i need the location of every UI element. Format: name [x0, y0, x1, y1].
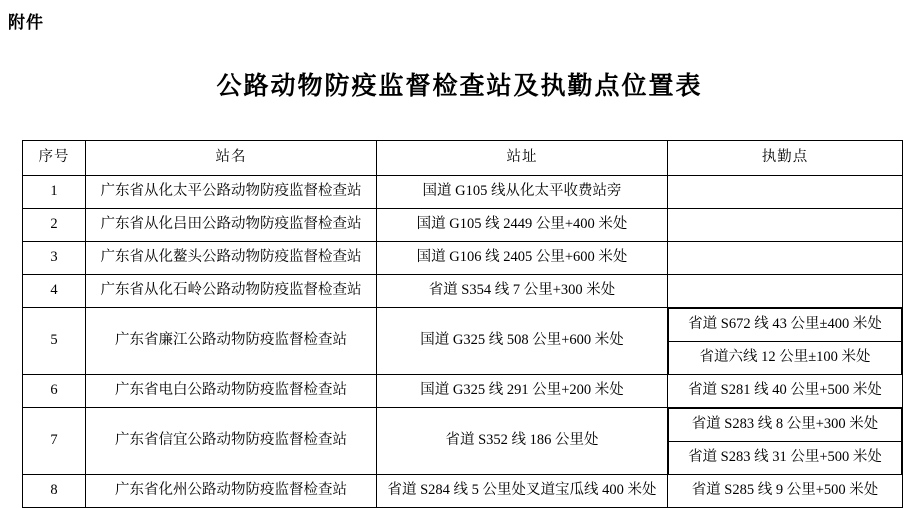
table-row	[23, 475, 903, 508]
table-row	[23, 308, 903, 375]
cell-no: 7	[23, 408, 86, 475]
cell-no: 3	[23, 242, 86, 275]
table-row	[23, 176, 903, 209]
cell-station-address: 国道 G105 线从化太平收费站旁	[377, 176, 668, 209]
cell-station-name: 广东省从化石岭公路动物防疫监督检查站	[86, 275, 377, 308]
cell-station-name: 广东省信宜公路动物防疫监督检查站	[86, 408, 377, 475]
cell-duty-point	[668, 408, 903, 475]
page-title: 公路动物防疫监督检查站及执勤点位置表	[216, 73, 703, 100]
cell-station-name: 广东省化州公路动物防疫监督检查站	[86, 475, 377, 508]
cell-station-name: 广东省电白公路动物防疫监督检查站	[86, 375, 377, 408]
table-header-row	[23, 141, 903, 176]
cell-station-address: 省道 S354 线 7 公里+300 米处	[377, 275, 668, 308]
column-header-station-name: 站名	[86, 141, 377, 176]
location-table-container	[22, 140, 898, 508]
column-header-station-address: 站址	[377, 141, 668, 176]
column-header-no: 序号	[23, 141, 86, 176]
cell-station-address: 国道 G106 线 2405 公里+600 米处	[377, 242, 668, 275]
table-row	[23, 408, 903, 475]
duty-point-entry: 省道 S283 线 8 公里+300 米处	[669, 409, 902, 442]
cell-station-name: 广东省从化吕田公路动物防疫监督检查站	[86, 209, 377, 242]
duty-point-entry: 省道 S672 线 43 公里±400 米处	[669, 309, 902, 342]
column-header-duty-point: 执勤点	[668, 141, 903, 176]
cell-station-name: 广东省从化太平公路动物防疫监督检查站	[86, 176, 377, 209]
table-row	[23, 209, 903, 242]
table-row	[23, 275, 903, 308]
cell-no: 1	[23, 176, 86, 209]
cell-no: 2	[23, 209, 86, 242]
attachment-label: 附件	[8, 13, 44, 32]
cell-duty-point	[668, 308, 903, 375]
cell-duty-point	[668, 209, 903, 242]
table-header	[23, 141, 903, 176]
location-table	[22, 140, 903, 508]
cell-duty-point: 省道 S285 线 9 公里+500 米处	[668, 475, 903, 508]
cell-station-name: 广东省廉江公路动物防疫监督检查站	[86, 308, 377, 375]
cell-station-name: 广东省从化鳌头公路动物防疫监督检查站	[86, 242, 377, 275]
cell-duty-point: 省道 S281 线 40 公里+500 米处	[668, 375, 903, 408]
cell-duty-point	[668, 275, 903, 308]
table-body	[23, 176, 903, 508]
table-row	[23, 242, 903, 275]
duty-point-entry: 省道 S283 线 31 公里+500 米处	[669, 442, 902, 475]
cell-no: 5	[23, 308, 86, 375]
cell-no: 4	[23, 275, 86, 308]
cell-station-address: 国道 G325 线 291 公里+200 米处	[377, 375, 668, 408]
cell-no: 6	[23, 375, 86, 408]
cell-station-address: 国道 G325 线 508 公里+600 米处	[377, 308, 668, 375]
cell-no: 8	[23, 475, 86, 508]
cell-duty-point	[668, 176, 903, 209]
cell-station-address: 省道 S352 线 186 公里处	[377, 408, 668, 475]
cell-duty-point	[668, 242, 903, 275]
cell-station-address: 国道 G105 线 2449 公里+400 米处	[377, 209, 668, 242]
cell-station-address: 省道 S284 线 5 公里处叉道宝瓜线 400 米处	[377, 475, 668, 508]
table-row	[23, 375, 903, 408]
duty-point-entry: 省道六线 12 公里±100 米处	[669, 342, 902, 375]
